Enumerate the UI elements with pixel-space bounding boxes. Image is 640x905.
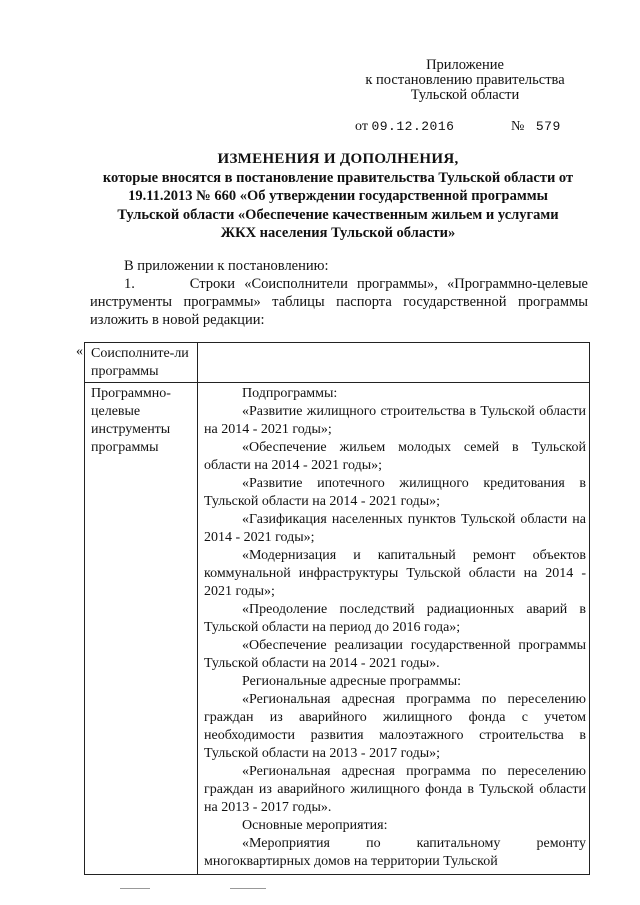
row-label: Программно-целевые инструменты программы <box>85 383 198 875</box>
title-line: 19.11.2013 № 660 «Об утверждении государственной программы <box>128 188 548 204</box>
table-row <box>85 343 590 383</box>
scan-artifact <box>230 888 266 889</box>
table-open-quote: « <box>76 344 83 359</box>
appendix-line: Приложение <box>426 57 504 73</box>
program-entry: «Обеспечение жильем молодых семей в Тульской области на 2014 - 2021 годы»; <box>204 440 586 473</box>
row-label: Соисполните-ли программы <box>85 343 198 383</box>
registration-date <box>355 119 454 135</box>
title-line: которые вносятся в постановление правительства Тульской области от <box>102 169 574 186</box>
program-entry: «Обеспечение реализации государственной программы Тульской области на 2014 - 2021 годы». <box>204 638 586 671</box>
table-row <box>85 383 590 875</box>
intro-paragraph <box>90 257 588 329</box>
intro-lead: В приложении к постановлению: <box>124 258 329 274</box>
appendix-block <box>340 58 590 103</box>
program-entry: «Преодоление последствий радиационных аварий в Тульской области на период до 2016 года»; <box>204 602 586 635</box>
program-section-heading: Региональные адресные программы: <box>242 674 462 689</box>
program-entry: «Развитие жилищного строительства в Тульской области на 2014 - 2021 годы»; <box>204 404 586 437</box>
row-content <box>198 383 590 875</box>
number-prefix: № <box>511 119 525 134</box>
passport-table <box>84 342 590 875</box>
program-entry: «Региональная адресная программа по переселению граждан из аварийного жилищного фонда в Тульской области на 2013 - 2017 годы». <box>204 764 586 815</box>
program-section-heading: Подпрограммы: <box>242 386 338 401</box>
intro-item-text: Строки «Соисполнители программы», «Программно-целевые инструменты программы» таблицы паспорта государственной программы изложить в новой редакции: <box>90 276 588 328</box>
scan-artifact <box>120 888 150 889</box>
date-value: 09.12.2016 <box>371 119 455 134</box>
program-section-heading: Основные мероприятия: <box>242 818 388 833</box>
program-entry: «Развитие ипотечного жилищного кредитования в Тульской области на 2014 - 2021 годы»; <box>204 476 586 509</box>
title-main: ИЗМЕНЕНИЯ И ДОПОЛНЕНИЯ, <box>217 151 459 167</box>
title-line: Тульской области «Обеспечение качественным жильем и услугами <box>117 206 559 223</box>
intro-item-number: 1. <box>124 276 135 292</box>
program-entry: «Модернизация и капитальный ремонт объектов коммунальной инфраструктуры Тульской области на 2014 - 2021 годы»; <box>204 548 586 599</box>
date-prefix: от <box>355 119 368 134</box>
appendix-line: к постановлению правительства <box>365 72 565 88</box>
intro-item <box>90 275 588 329</box>
row-content <box>198 343 590 383</box>
program-entry: «Газификация населенных пунктов Тульской области на 2014 - 2021 годы»; <box>204 512 586 545</box>
title-line: ЖКХ населения Тульской области» <box>220 225 456 241</box>
document-title <box>84 150 592 243</box>
program-entry: «Региональная адресная программа по переселению граждан из аварийного жилищного фонда с учетом необходимости развития малоэтажного строительства в Тульской области на 2013 - 2017 годы»; <box>204 692 586 761</box>
program-entry: «Мероприятия по капитальному ремонту многоквартирных домов на территории Тульской <box>204 836 586 869</box>
appendix-line: Тульской области <box>410 87 520 103</box>
registration-number <box>511 119 561 135</box>
number-value: 579 <box>535 119 561 134</box>
